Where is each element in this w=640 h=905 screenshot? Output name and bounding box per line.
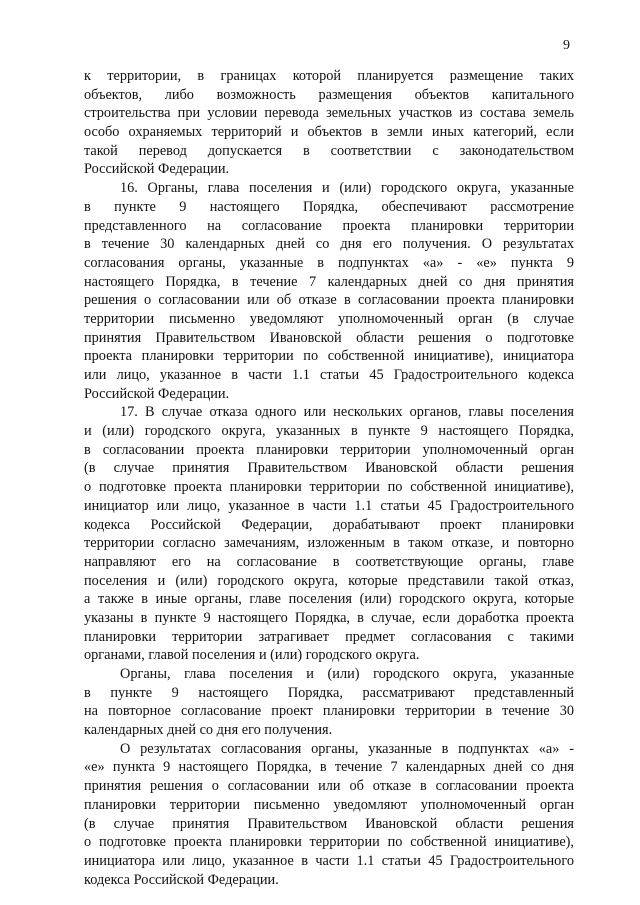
text-line: или лицо, указанное в части 1.1 статьи 45 Градостроительного кодекса — [84, 367, 574, 383]
text-line: принятия Правительством Ивановской области решения о подготовке — [84, 329, 574, 346]
text-line: и (или) городского округа, указанных в пункте 9 настоящего Порядка, — [84, 423, 574, 440]
text-line: органами, главой поселения и (или) городского округа. — [84, 647, 420, 664]
text-line: кодекса Российской Федерации, дорабатывают проект планировки — [84, 516, 574, 533]
text-line: в течение 30 календарных дней со дня его получения. О результатах — [84, 236, 574, 253]
text-line: инициатор или лицо, указанное в части 1.1 статьи 45 Градостроительного — [84, 497, 574, 514]
text-line: на повторное согласование проект планировки территории в течение 30 — [84, 703, 574, 720]
text-line: Органы, глава поселения и (или) городского округа, указанные — [120, 666, 574, 682]
text-line: в пункте 9 настоящего Порядка, обеспечивают рассмотрение — [84, 198, 574, 215]
text-line: в пункте 9 настоящего Порядка, рассматривают представленный — [84, 684, 574, 701]
text-line: строительства при условии перевода земельных участков из состава земель — [84, 105, 574, 122]
text-line: территории письменно уведомляют уполномоченный орган (в случае — [84, 310, 574, 327]
document-body — [84, 67, 574, 889]
text-line: настоящего Порядка, в течение 7 календарных дней со дня принятия — [84, 273, 574, 290]
text-line: проекта планировки территории по собственной инициативе), инициатора — [84, 348, 574, 365]
text-line: планировки территории затрагивает предмет согласования с такими — [84, 628, 574, 645]
text-line: указаны в пункте 9 настоящего Порядка, в случае, если доработка проекта — [84, 609, 574, 626]
text-line: а также в иные органы, главе поселения (или) городского округа, которые — [84, 591, 574, 608]
text-line: территории согласно замечаниям, изложенным в таком отказе, и повторно — [84, 535, 574, 552]
text-line: о подготовке проекта планировки территории по собственной инициативе), — [84, 834, 574, 851]
text-line: 17. В случае отказа одного или нескольких органов, главы поселения — [120, 404, 574, 421]
text-line: к территории, в границах которой планируется размещение таких — [84, 68, 574, 84]
text-line: 16. Органы, глава поселения и (или) городского округа, указанные — [120, 180, 574, 197]
text-line: (в случае принятия Правительством Ивановской области решения — [84, 815, 574, 832]
text-line: инициатора или лицо, указанное в части 1.1 статьи 45 Градостроительного — [84, 852, 574, 869]
text-line: О результатах согласования органы, указанные в подпунктах «а» - — [120, 740, 574, 757]
text-line: направляют его на согласование в соответствующие органы, главе — [84, 553, 574, 570]
text-line: календарных дней со дня его получения. — [84, 722, 333, 739]
text-line: принятия решения о согласовании или об отказе в согласовании проекта — [84, 778, 574, 795]
text-line: Российской Федерации. — [84, 161, 230, 178]
text-line: о подготовке проекта планировки территории по собственной инициативе), — [84, 479, 574, 496]
text-line: кодекса Российской Федерации. — [84, 871, 279, 888]
text-line: в согласовании проекта планировки территории уполномоченный орган — [84, 441, 574, 458]
text-line: планировки территории письменно уведомляют уполномоченный орган — [84, 796, 574, 813]
page-number: 9 — [563, 38, 570, 53]
text-line: особо охраняемых территорий и объектов в земли иных категорий, если — [84, 124, 574, 141]
text-line: такой перевод допускается в соответствии с законодательством — [84, 142, 574, 159]
text-line: поселения и (или) городского округа, которые представили такой отказ, — [84, 572, 574, 589]
text-line: «е» пункта 9 настоящего Порядка, в течение 7 календарных дней со дня — [84, 759, 574, 776]
text-line: Российской Федерации. — [84, 385, 230, 402]
text-line: объектов, либо возможность размещения объектов капитального — [84, 86, 574, 103]
text-line: согласования органы, указанные в подпунктах «а» - «е» пункта 9 — [84, 254, 574, 271]
text-line: решения о согласовании или об отказе в согласовании проекта планировки — [84, 292, 574, 309]
text-line: представленного на согласование проекта планировки территории — [84, 217, 574, 234]
text-line: (в случае принятия Правительством Ивановской области решения — [84, 460, 574, 477]
